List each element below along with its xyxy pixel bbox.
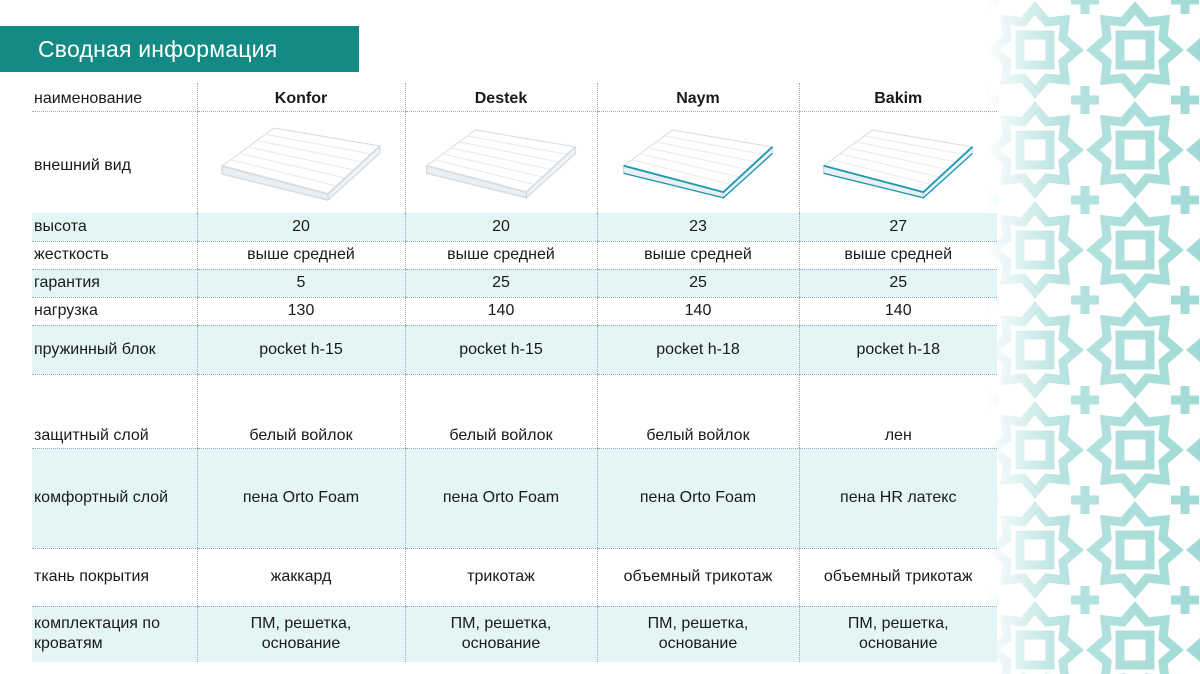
cell-value: 140 xyxy=(405,297,597,325)
row-label: ткань покрытия xyxy=(32,548,197,606)
row-label: пружинный блок xyxy=(32,325,197,374)
cell-value: ПМ, решетка, основание xyxy=(405,606,597,662)
cell-value: белый войлок xyxy=(405,374,597,448)
cell-value: 5 xyxy=(197,269,405,297)
cell-value: белый войлок xyxy=(597,374,799,448)
cell-value: объемный трикотаж xyxy=(799,548,997,606)
row-label: жесткость xyxy=(32,241,197,269)
cell-value: 20 xyxy=(405,213,597,241)
cell-value: 25 xyxy=(597,269,799,297)
product-name-destek: Destek xyxy=(405,83,597,111)
appearance-row xyxy=(32,111,997,213)
cell-value: ПМ, решетка, основание xyxy=(197,606,405,662)
cell-value: трикотаж xyxy=(405,548,597,606)
cell-value: pocket h-15 xyxy=(405,325,597,374)
table-row xyxy=(32,213,997,241)
table-row xyxy=(32,548,997,606)
mattress-image-naym xyxy=(597,111,799,213)
cell-value: 27 xyxy=(799,213,997,241)
slide-title: Сводная информация xyxy=(0,26,359,72)
header-row xyxy=(32,83,997,111)
cell-value: 140 xyxy=(597,297,799,325)
cell-value: пена Orto Foam xyxy=(405,448,597,548)
cell-value: 140 xyxy=(799,297,997,325)
table-row xyxy=(32,325,997,374)
table-row xyxy=(32,374,997,448)
cell-value: 25 xyxy=(405,269,597,297)
mattress-image-bakim xyxy=(799,111,997,213)
decorative-pattern xyxy=(985,0,1200,674)
cell-value: 130 xyxy=(197,297,405,325)
table-row xyxy=(32,269,997,297)
table-row xyxy=(32,241,997,269)
table-row xyxy=(32,448,997,548)
cell-value: объемный трикотаж xyxy=(597,548,799,606)
table-row xyxy=(32,297,997,325)
cell-value: 25 xyxy=(799,269,997,297)
cell-value: пена Orto Foam xyxy=(197,448,405,548)
cell-value: выше средней xyxy=(197,241,405,269)
cell-value: выше средней xyxy=(799,241,997,269)
table-row xyxy=(32,606,997,662)
cell-value: лен xyxy=(799,374,997,448)
row-label: наименование xyxy=(32,83,197,111)
cell-value: 23 xyxy=(597,213,799,241)
cell-value: жаккард xyxy=(197,548,405,606)
cell-value: pocket h-18 xyxy=(597,325,799,374)
cell-value: выше средней xyxy=(597,241,799,269)
mattress-image-konfor xyxy=(197,111,405,213)
comparison-table xyxy=(32,83,997,662)
row-label: внешний вид xyxy=(34,156,131,174)
cell-value: pocket h-15 xyxy=(197,325,405,374)
mattress-image-destek xyxy=(405,111,597,213)
row-label: высота xyxy=(32,213,197,241)
cell-value: ПМ, решетка, основание xyxy=(799,606,997,662)
cell-value: pocket h-18 xyxy=(799,325,997,374)
product-name-bakim: Bakim xyxy=(799,83,997,111)
row-label: гарантия xyxy=(32,269,197,297)
cell-value: выше средней xyxy=(405,241,597,269)
row-label: нагрузка xyxy=(32,297,197,325)
cell-value: белый войлок xyxy=(197,374,405,448)
row-label: комплектация по кроватям xyxy=(32,606,197,662)
product-name-naym: Naym xyxy=(597,83,799,111)
row-label: защитный слой xyxy=(32,374,197,448)
cell-value: ПМ, решетка, основание xyxy=(597,606,799,662)
row-label: комфортный слой xyxy=(32,448,197,548)
cell-value: 20 xyxy=(197,213,405,241)
cell-value: пена Orto Foam xyxy=(597,448,799,548)
cell-value: пена HR латекс xyxy=(799,448,997,548)
product-name-konfor: Konfor xyxy=(197,83,405,111)
